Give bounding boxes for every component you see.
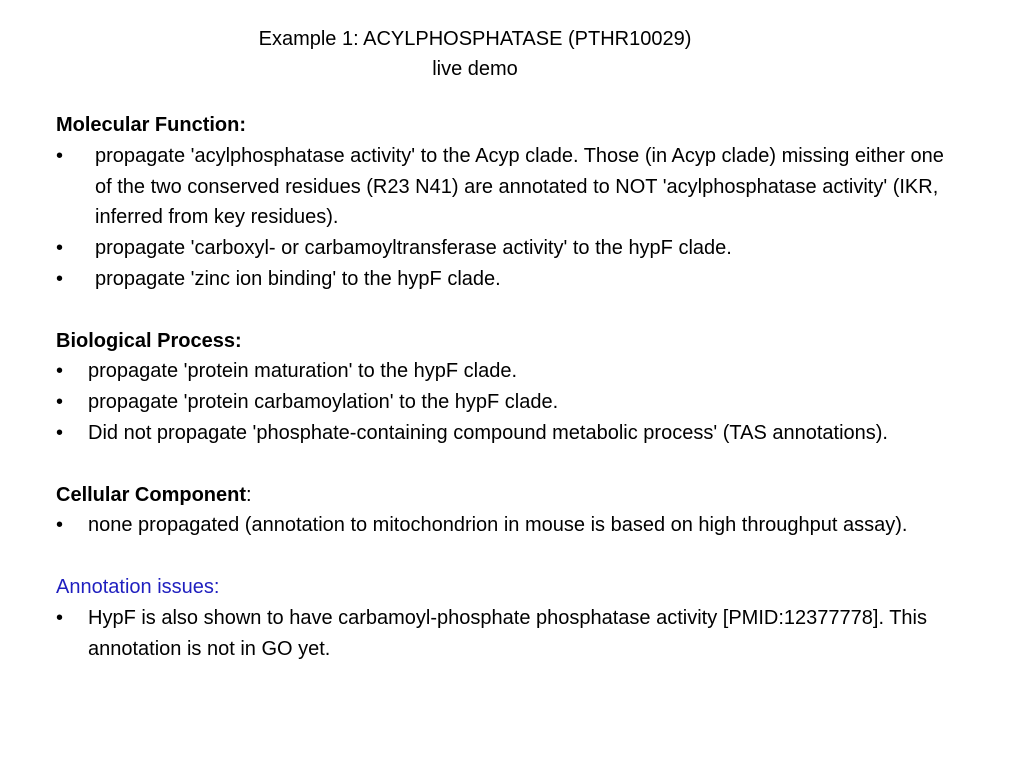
molecular-function-list (56, 141, 956, 295)
list-item (56, 233, 956, 264)
list-item (56, 264, 956, 295)
annotation-issues-heading: Annotation issues: (56, 575, 220, 598)
list-item-text: Did not propagate 'phosphate-containing compound metabolic process' (TAS annotations). (88, 421, 888, 444)
list-item-text: propagate 'protein carbamoylation' to the hypF clade. (88, 391, 559, 414)
list-item-text: propagate 'zinc ion binding' to the hypF clade. (95, 267, 501, 290)
list-item-text: propagate 'carboxyl- or carbamoyltransferase activity' to the hypF clade. (95, 237, 732, 260)
spacer (56, 295, 956, 326)
list-item (56, 387, 956, 418)
cellular-component-heading: Cellular Component (56, 483, 247, 506)
spacer (56, 541, 956, 572)
bullet-icon: • (56, 606, 64, 629)
title-line-2: live demo (432, 58, 518, 80)
molecular-function-heading: Molecular Function: (56, 114, 246, 136)
slide-title (0, 24, 950, 84)
bullet-icon: • (56, 514, 64, 537)
bullet-icon: • (56, 267, 64, 290)
list-item-text: propagate 'acylphosphatase activity' to the Acyp clade. Those (in Acyp clade) missing either one of the two conserved residues (R23 N41) are annotated to NOT 'acylphosphatase activity' (IKR, inferred from key residues). (95, 144, 944, 229)
list-item (56, 141, 956, 233)
title-line-1: Example 1: ACYLPHOSPHATASE (PTHR10029) (258, 28, 692, 50)
list-item-text: none propagated (annotation to mitochondrion in mouse is based on high throughput assay). (88, 514, 908, 537)
list-item-text: propagate 'protein maturation' to the hypF clade. (88, 360, 518, 383)
list-item (56, 510, 956, 541)
cellular-component-list (56, 510, 956, 541)
annotation-issues-list (56, 603, 956, 665)
bullet-icon: • (56, 360, 64, 383)
slide-content (56, 110, 956, 664)
list-item-text: HypF is also shown to have carbamoyl-phosphate phosphatase activity [PMID:12377778]. This annotation is not in GO yet. (88, 606, 927, 660)
bullet-icon: • (56, 421, 64, 444)
bullet-icon: • (56, 237, 64, 260)
list-item (56, 356, 956, 387)
spacer (56, 449, 956, 480)
cellular-component-heading-colon: : (246, 483, 252, 506)
biological-process-heading: Biological Process: (56, 329, 242, 352)
biological-process-list (56, 356, 956, 448)
list-item (56, 603, 956, 665)
bullet-icon: • (56, 391, 64, 414)
cellular-component-heading-line (56, 480, 956, 511)
bullet-icon: • (56, 144, 64, 167)
list-item (56, 418, 956, 449)
